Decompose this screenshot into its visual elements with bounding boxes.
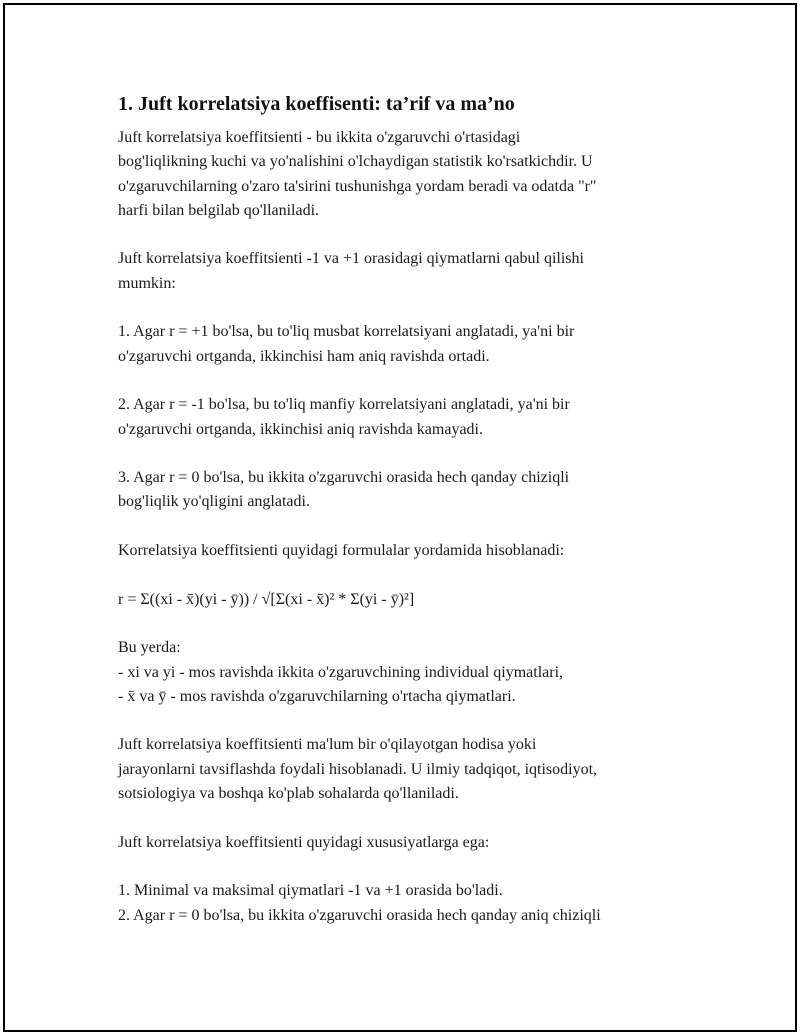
text-line: o'zgaruvchilarning o'zaro ta'sirini tushunishga yordam beradi va odatda "r" <box>118 177 597 195</box>
usage-paragraph <box>118 733 698 806</box>
text-line: 2. Agar r = 0 bo'lsa, bu ikkita o'zgaruvchi orasida hech qanday aniq chiziqli <box>118 906 601 924</box>
formula-line: r = Σ((xi - x̄)(yi - ȳ)) / √[Σ(xi - x̄)² * Σ(yi - ȳ)²] <box>118 590 415 608</box>
text-line: Bu yerda: <box>118 639 181 657</box>
text-line: sotsiologiya va boshqa ko'plab sohalarda qo'llaniladi. <box>118 785 459 803</box>
text-line: harfi bilan belgilab qo'llaniladi. <box>118 201 320 219</box>
text-line: 3. Agar r = 0 bo'lsa, bu ikkita o'zgaruvchi orasida hech qanday chiziqli <box>118 469 570 487</box>
text-line: 2. Agar r = -1 bo'lsa, bu to'liq manfiy korrelatsiyani anglatadi, ya'ni bir <box>118 396 570 414</box>
text-line: jarayonlarni tavsiflashda foydali hisoblanadi. U ilmiy tadqiqot, iqtisodiyot, <box>118 760 598 778</box>
range-paragraph <box>118 247 698 296</box>
section-heading: 1. Juft korrelatsiya koeffisenti: ta’rif va ma’no <box>118 93 515 115</box>
text-line: - x̄ va ȳ - mos ravishda o'zgaruvchilarning o'rtacha qiymatlari. <box>118 687 516 705</box>
text-line: bog'liqlik yo'qligini anglatadi. <box>118 493 310 511</box>
text-line: Juft korrelatsiya koeffitsienti - bu ikkita o'zgaruvchi o'rtasidagi <box>118 129 521 146</box>
document-body <box>118 90 698 952</box>
properties-intro-paragraph <box>118 831 698 855</box>
definition-paragraph <box>118 126 698 223</box>
text-line: bog'liqlikning kuchi va yo'nalishini o'lchaydigan statistik ko'rsatkichdir. U <box>118 153 593 171</box>
formula-legend <box>118 636 698 709</box>
list-item-positive <box>118 320 698 369</box>
text-line: Juft korrelatsiya koeffitsienti -1 va +1 orasidagi qiymatlarni qabul qilishi <box>118 250 584 268</box>
text-line: Korrelatsiya koeffitsienti quyidagi formulalar yordamida hisoblanadi: <box>118 542 565 560</box>
text-line: Juft korrelatsiya koeffitsienti ma'lum bir o'qilayotgan hodisa yoki <box>118 736 537 754</box>
formula-intro-paragraph <box>118 539 698 563</box>
text-line: 1. Minimal va maksimal qiymatlari -1 va +1 orasida bo'ladi. <box>118 882 503 900</box>
properties-list <box>118 879 698 928</box>
text-line: o'zgaruvchi ortganda, ikkinchisi ham aniq ravishda ortadi. <box>118 347 490 365</box>
text-line: mumkin: <box>118 274 176 292</box>
text-line: - xi va yi - mos ravishda ikkita o'zgaruvchining individual qiymatlari, <box>118 663 564 681</box>
text-line: Juft korrelatsiya koeffitsienti quyidagi xususiyatlarga ega: <box>118 833 490 851</box>
text-line: 1. Agar r = +1 bo'lsa, bu to'liq musbat korrelatsiyani anglatadi, ya'ni bir <box>118 323 575 341</box>
list-item-negative <box>118 393 698 442</box>
list-item-zero <box>118 466 698 515</box>
text-line: o'zgaruvchi ortganda, ikkinchisi aniq ravishda kamayadi. <box>118 420 483 438</box>
formula <box>118 588 698 612</box>
